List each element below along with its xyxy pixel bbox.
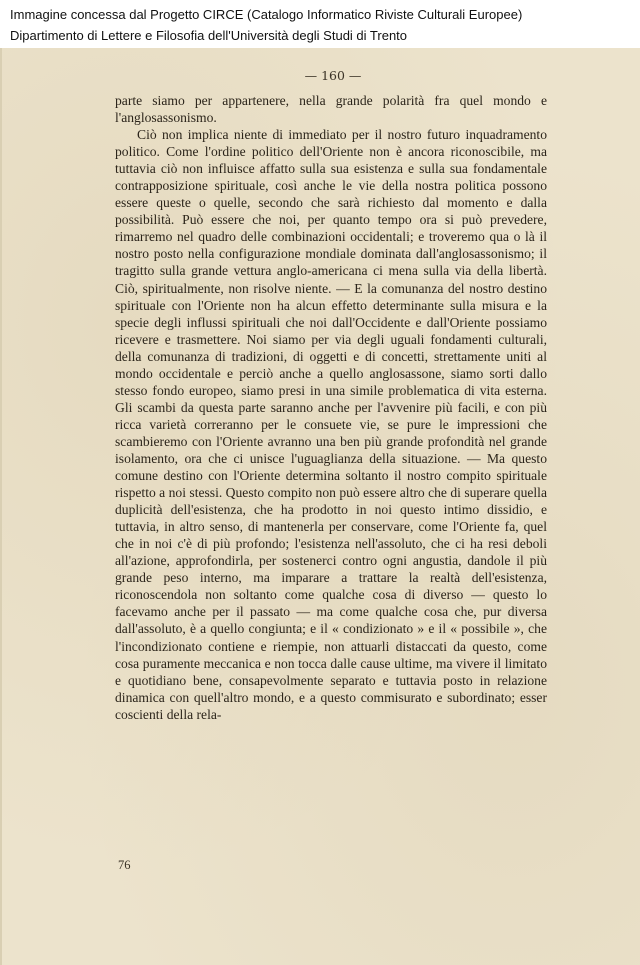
banner-line-1: Immagine concessa dal Progetto CIRCE (Catalogo Informatico Riviste Culturali Europee) bbox=[10, 7, 523, 22]
paragraph-1: parte siamo per appartenere, nella grande polarità fra quel mondo e l'anglosassonismo. bbox=[115, 93, 547, 126]
scanned-page bbox=[0, 48, 640, 965]
paragraph-2: Ciò non implica niente di immediato per il nostro futuro inquadramento politico. Come l'ordine politico dell'Oriente non è ancora riconoscibile, ma tuttavia ciò non influisce affatto sulla sua esistenza e sulla sua fondamentale contrapposizione spirituale, così anche le vie della nostra politica possono essere queste o quelle, secondo che sarà richiesto dal momento e dalla possibilità. Può essere che noi, per quanto tempo ora si può prevedere, rimarremo nel quadro delle combinazioni occidentali; e troveremo qua o là il nostro posto nella configurazione mondiale dominata dall'anglosassonismo; il tragitto sulla grande vettura anglo-americana ci mena sulla via della libertà. Ciò, spiritualmente, non risolve niente. — E la comunanza del nostro destino spirituale con l'Oriente non ha alcun effetto determinante sulla misura e la specie degli influssi spirituali che noi dall'Occidente e dall'Oriente possiamo ricevere e trasmettere. Noi siamo per via degli uguali fondamenti culturali, della comunanza di tradizioni, di oggetti e di concetti, strettamente uniti al mondo occidentale e perciò anche a quello anglosassone, siamo sorti dallo stesso fondo europeo, siamo presi in una simile problematica di vita esterna. Gli scambi da questa parte saranno anche per l'avvenire più facili, e con più ricca varietà correranno per le consuete vie, se pure le impressioni che scambieremo con l'Oriente avranno una ben più grande profondità nel grande isolamento, ora che ci unisce l'uguaglianza della situazione. — Ma questo comune destino con l'Oriente determina soltanto il nostro compito spirituale rispetto a noi stessi. Questo compito non può essere altro che di superare quella duplicità dell'esistenza, che ha prodotto in noi questo intimo dissidio, e tuttavia, in altro senso, di mantenerla per conservare, come l'Oriente fa, quel che in noi c'è di più profondo; l'esistenza nell'assoluto, che ci ha resi deboli all'azione, approfondirla, per sostenerci contro ogni angustia, dandole il più grande peso interno, ma imparare a trattare la realtà dell'esistenza, riconoscendola non soltanto come qualche cosa di diverso — questo lo facevamo anche per il passato — ma come qualche cosa che, pur diversa dall'assoluto, è a quello congiunta; e il « condizionato » e il « possibile », che l'incondizionato contiene e riempie, non attuarli distaccati da questo, come cosa puramente meccanica e non tocca dalle cause ultime, ma vivere il limitato e quotidiano bene, consapevolmente separato e tuttavia posto in relazione dinamica con quell'altro mondo, e a questo commisurato e subordinato; esser coscienti della rela- bbox=[115, 127, 547, 722]
source-banner bbox=[0, 0, 640, 48]
signature-number: 76 bbox=[118, 858, 131, 872]
page-number: — 160 — bbox=[304, 68, 362, 83]
body-text bbox=[115, 92, 547, 723]
banner-line-2: Dipartimento di Lettere e Filosofia dell'Università degli Studi di Trento bbox=[10, 28, 408, 43]
